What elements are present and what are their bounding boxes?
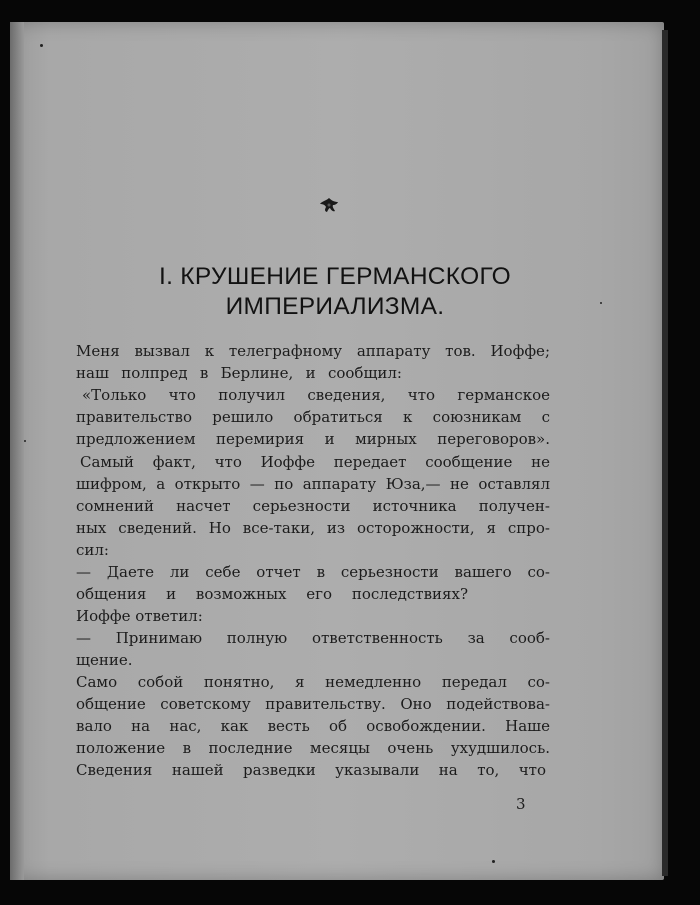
text-line: Самый факт, что Иоффе передает сообщение не (80, 453, 550, 471)
text-line: предложением перемирия и мирных переговоров». (76, 430, 550, 448)
text-line: общение советскому правительству. Оно подействова- (76, 695, 550, 713)
text-line: сомнений насчет серьезности источника получен- (76, 497, 550, 515)
text-line: Меня вызвал к телеграфному аппарату тов. Иоффе; (76, 342, 550, 360)
chapter-title-line-1: I. КРУШЕНИЕ ГЕРМАНСКОГО (158, 263, 512, 290)
text-line: щение. (76, 651, 133, 669)
text-line: положение в последние месяцы очень ухудшилось. (76, 739, 550, 757)
text-line: вало на нас, как весть об освобождении. Наше (76, 717, 550, 735)
dust-speck (40, 44, 43, 47)
chapter-title-line-2: ИМПЕРИАЛИЗМА. (225, 293, 445, 320)
text-line: шифром, а открыто — по аппарату Юза,— не оставлял (76, 475, 550, 493)
page-number: 3 (516, 795, 526, 813)
text-line: Иоффе ответил: (76, 607, 203, 625)
text-line: наш полпред в Берлине, и сообщил: (76, 364, 402, 382)
text-line: — Даете ли себе отчет в серьезности вашего со- (76, 563, 550, 581)
text-line: Само собой понятно, я немедленно передал со- (76, 673, 550, 691)
text-line: общения и возможных его последствиях? (76, 585, 468, 603)
dust-speck (24, 440, 26, 442)
text-line: «Только что получил сведения, что германское (82, 386, 550, 404)
dust-speck (492, 860, 495, 863)
text-line: сил: (76, 541, 109, 559)
text-line: Сведения нашей разведки указывали на то, что (76, 761, 546, 779)
text-line: ных сведений. Но все-таки, из осторожности, я спро- (76, 519, 550, 537)
text-line: — Принимаю полную ответственность за сооб- (76, 629, 550, 647)
text-line: правительство решило обратиться к союзникам с (76, 408, 550, 426)
dust-speck (600, 302, 602, 304)
